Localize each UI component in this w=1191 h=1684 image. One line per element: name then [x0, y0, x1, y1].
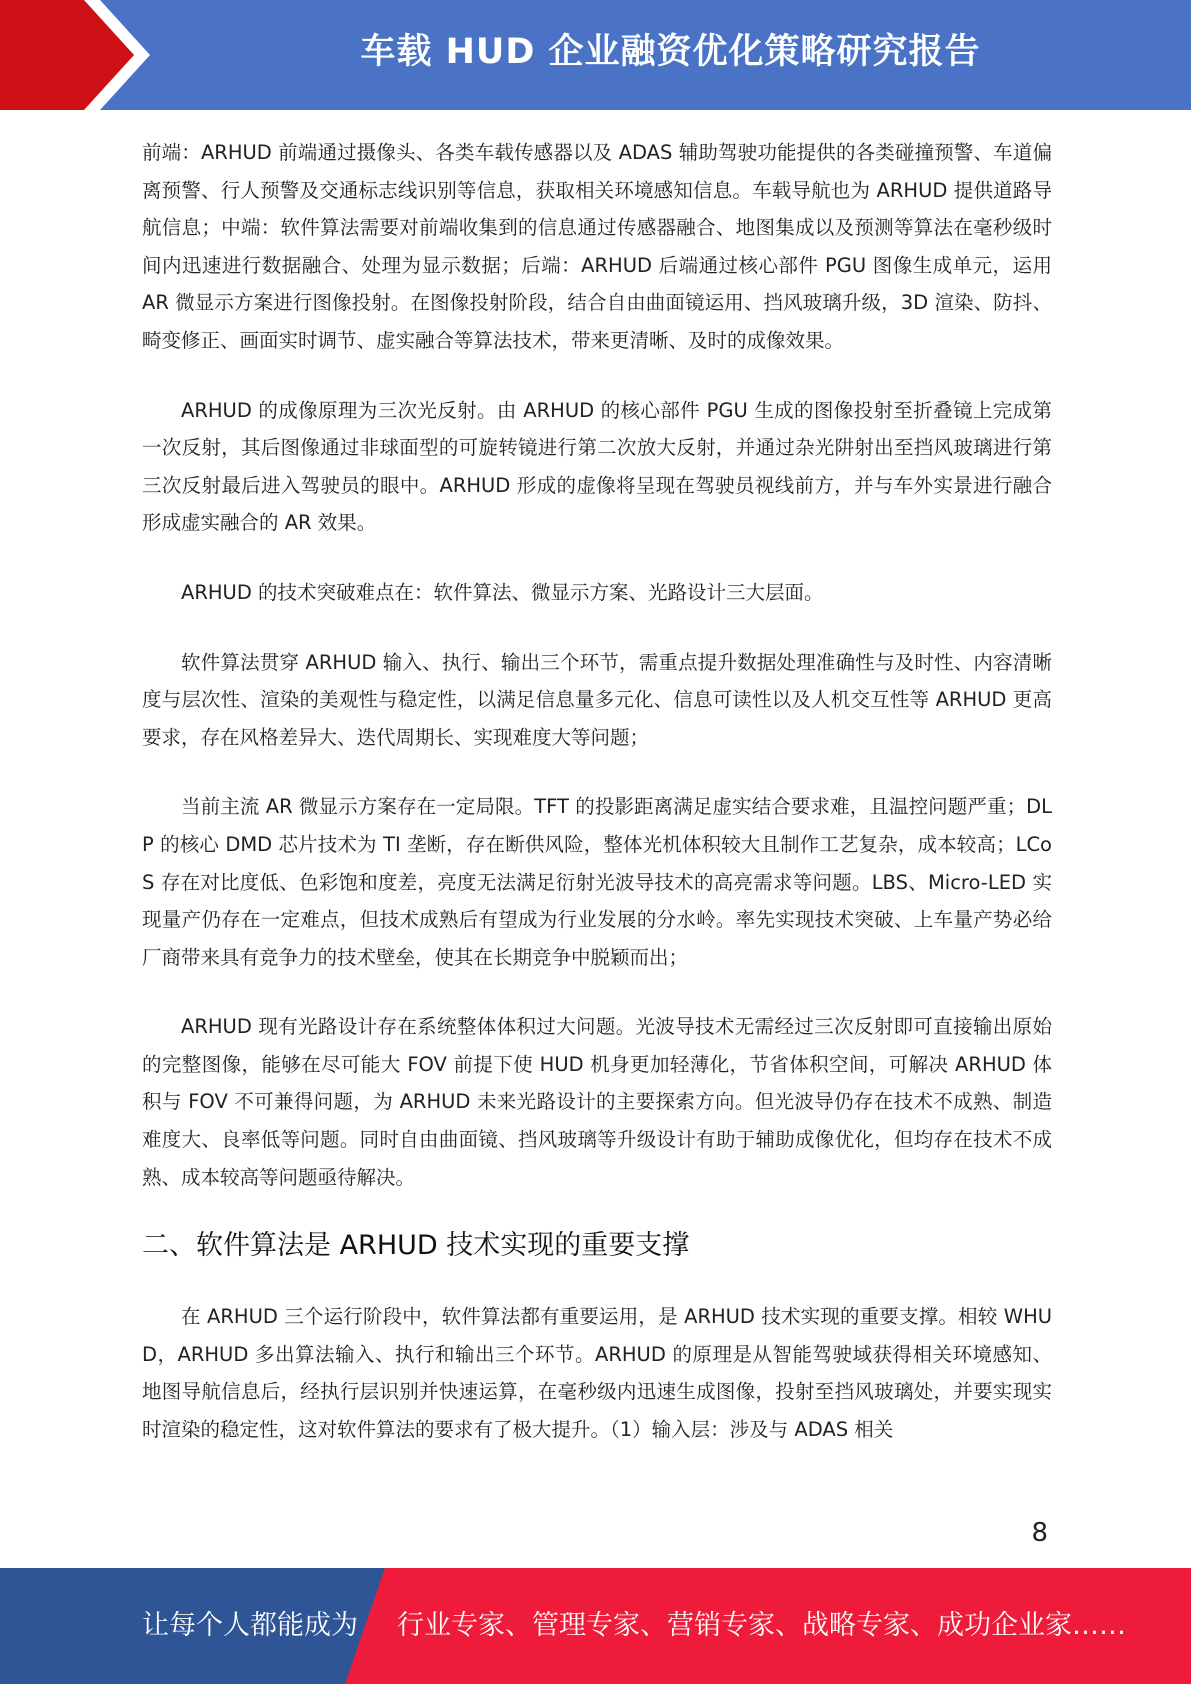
page-footer [0, 1568, 1191, 1684]
page-header [0, 0, 1191, 110]
section-heading: 二、软件算法是 ARHUD 技术实现的重要支撑 [142, 1230, 690, 1262]
footer-slogan-right: 行业专家、管理专家、营销专家、战略专家、成功企业家…… [397, 1610, 1126, 1641]
report-title: 车载 HUD 企业融资优化策略研究报告 [360, 32, 981, 72]
paragraph-micro-display: 当前主流 AR 微显示方案存在一定局限。TFT 的投影距离满足虚实结合要求难，且温控问题严重；DLP 的核心 DMD 芯片技术为 TI 垄断，存在断供风险，整体光机体积较大且制作工艺复杂，成本较高；LCoS 存在对比度低、色彩饱和度差，亮度无法满足衍射光波导技术的高亮需求等问题。LBS、Micro-LED 实现量产仍存在一定难点，但技术成熟后有望成为行业发展的分水岭。率先实现技术突破、上车量产势必给厂商带来具有竞争力的技术壁垒，使其在长期竞争中脱颖而出； [142, 795, 1052, 969]
paragraph-technical-challenges: ARHUD 的技术突破难点在：软件算法、微显示方案、光路设计三大层面。 [181, 580, 824, 604]
paragraph-section-intro: 在 ARHUD 三个运行阶段中，软件算法都有重要运用，是 ARHUD 技术实现的重要支撑。相较 WHUD，ARHUD 多出算法输入、执行和输出三个环节。ARHUD 的原理是从智能驾驶域获得相关环境感知、地图导航信息后，经执行层识别并快速运算，在毫秒级内迅速生成图像，投射至挡风玻璃处，并要实现实时渲染的稳定性，这对软件算法的要求有了极大提升。（1）输入层：涉及与 ADAS 相关 [142, 1305, 1052, 1442]
footer-slogan-left: 让每个人都能成为 [142, 1610, 358, 1641]
document-body [142, 134, 1052, 1449]
paragraph-frontend-backend: 前端：ARHUD 前端通过摄像头、各类车载传感器以及 ADAS 辅助驾驶功能提供的各类碰撞预警、车道偏离预警、行人预警及交通标志线识别等信息，获取相关环境感知信息。车载导航也为 ARHUD 提供道路导航信息；中端：软件算法需要对前端收集到的信息通过传感器融合、地图集成以及预测等算法在毫秒级时间内迅速进行数据融合、处理为显示数据；后端：ARHUD 后端通过核心部件 PGU 图像生成单元，运用 AR 微显示方案进行图像投射。在图像投射阶段，结合自由曲面镜运用、挡风玻璃升级，3D 渲染、防抖、畸变修正、画面实时调节、虚实融合等算法技术，带来更清晰、及时的成像效果。 [142, 141, 1052, 352]
paragraph-optical-path: ARHUD 现有光路设计存在系统整体体积过大问题。光波导技术无需经过三次反射即可直接输出原始的完整图像，能够在尽可能大 FOV 前提下使 HUD 机身更加轻薄化，节省体积空间，可解决 ARHUD 体积与 FOV 不可兼得问题，为 ARHUD 未来光路设计的主要探索方向。但光波导仍存在技术不成熟、制造难度大、良率低等问题。同时自由曲面镜、挡风玻璃等升级设计有助于辅助成像优化，但均存在技术不成熟、成本较高等问题亟待解决。 [142, 1015, 1052, 1189]
paragraph-software-algorithm: 软件算法贯穿 ARHUD 输入、执行、输出三个环节，需重点提升数据处理准确性与及时性、内容清晰度与层次性、渲染的美观性与稳定性，以满足信息量多元化、信息可读性以及人机交互性等 ARHUD 更高要求，存在风格差异大、迭代周期长、实现难度大等问题； [142, 650, 1052, 749]
header-chevron-decoration [0, 0, 160, 110]
page-number: 8 [1031, 1518, 1048, 1548]
paragraph-imaging-principle: ARHUD 的成像原理为三次光反射。由 ARHUD 的核心部件 PGU 生成的图像投射至折叠镜上完成第一次反射，其后图像通过非球面型的可旋转镜进行第二次放大反射，并通过杂光阱射出至挡风玻璃进行第三次反射最后进入驾驶员的眼中。ARHUD 形成的虚像将呈现在驾驶员视线前方，并与车外实景进行融合形成虚实融合的 AR 效果。 [142, 398, 1052, 535]
